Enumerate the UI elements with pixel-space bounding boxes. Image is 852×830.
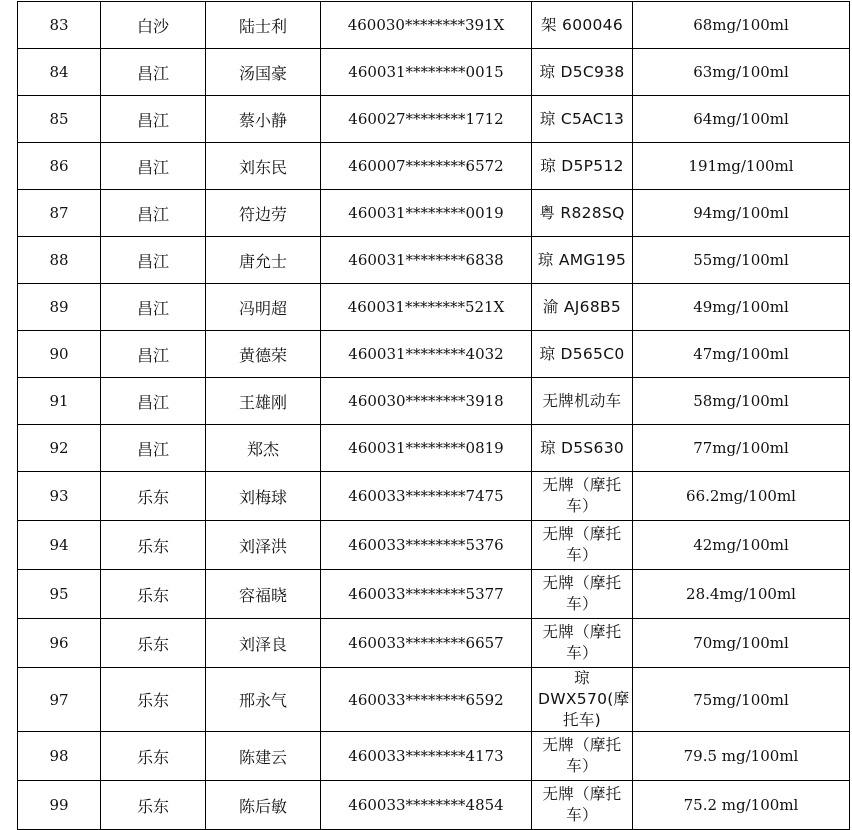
plate-number-cell: 无牌（摩托车）: [532, 570, 633, 619]
row-number-cell: 88: [18, 237, 101, 284]
plate-number-cell: 琼 D565C0: [532, 331, 633, 378]
row-number-cell: 91: [18, 378, 101, 425]
alcohol-level-cell: 64mg/100ml: [633, 96, 850, 143]
name-cell: 邢永气: [206, 668, 321, 732]
plate-number-cell: 无牌（摩托车）: [532, 732, 633, 781]
name-cell: 刘东民: [206, 143, 321, 190]
name-cell: 蔡小静: [206, 96, 321, 143]
id-number-cell: 460031********0015: [321, 49, 532, 96]
table-row: [18, 472, 850, 521]
name-cell: 陆士利: [206, 2, 321, 49]
name-cell: 黄德荣: [206, 331, 321, 378]
row-number-cell: 94: [18, 521, 101, 570]
id-number-cell: 460027********1712: [321, 96, 532, 143]
table-row: [18, 570, 850, 619]
alcohol-level-cell: 75.2 mg/100ml: [633, 781, 850, 830]
plate-number-cell: 琼 AMG195: [532, 237, 633, 284]
alcohol-level-cell: 70mg/100ml: [633, 619, 850, 668]
plate-number-cell: 琼 C5AC13: [532, 96, 633, 143]
row-number-cell: 97: [18, 668, 101, 732]
name-cell: 刘梅球: [206, 472, 321, 521]
region-cell: 昌江: [101, 425, 206, 472]
alcohol-level-cell: 58mg/100ml: [633, 378, 850, 425]
alcohol-level-cell: 75mg/100ml: [633, 668, 850, 732]
plate-number-cell: 架 600046: [532, 2, 633, 49]
name-cell: 陈后敏: [206, 781, 321, 830]
alcohol-level-cell: 94mg/100ml: [633, 190, 850, 237]
plate-number-cell: 无牌（摩托车）: [532, 619, 633, 668]
name-cell: 汤国豪: [206, 49, 321, 96]
table-row: [18, 237, 850, 284]
table-row: [18, 378, 850, 425]
id-number-cell: 460031********0019: [321, 190, 532, 237]
name-cell: 容福晓: [206, 570, 321, 619]
alcohol-level-cell: 28.4mg/100ml: [633, 570, 850, 619]
drunk-driving-records-table: [17, 1, 850, 830]
alcohol-level-cell: 42mg/100ml: [633, 521, 850, 570]
name-cell: 符边劳: [206, 190, 321, 237]
id-number-cell: 460030********3918: [321, 378, 532, 425]
name-cell: 陈建云: [206, 732, 321, 781]
region-cell: 昌江: [101, 284, 206, 331]
region-cell: 昌江: [101, 190, 206, 237]
region-cell: 乐东: [101, 781, 206, 830]
plate-number-cell: 琼 D5C938: [532, 49, 633, 96]
id-number-cell: 460033********6657: [321, 619, 532, 668]
region-cell: 乐东: [101, 570, 206, 619]
id-number-cell: 460033********7475: [321, 472, 532, 521]
row-number-cell: 83: [18, 2, 101, 49]
id-number-cell: 460031********4032: [321, 331, 532, 378]
table-row: [18, 49, 850, 96]
row-number-cell: 86: [18, 143, 101, 190]
table-row: [18, 732, 850, 781]
row-number-cell: 92: [18, 425, 101, 472]
alcohol-level-cell: 68mg/100ml: [633, 2, 850, 49]
plate-number-cell: 无牌（摩托车）: [532, 781, 633, 830]
plate-number-cell: 无牌机动车: [532, 378, 633, 425]
alcohol-level-cell: 49mg/100ml: [633, 284, 850, 331]
name-cell: 刘泽良: [206, 619, 321, 668]
row-number-cell: 96: [18, 619, 101, 668]
plate-number-cell: 琼 D5P512: [532, 143, 633, 190]
plate-number-cell: 琼 DWX570(摩托车): [532, 668, 633, 732]
id-number-cell: 460033********5377: [321, 570, 532, 619]
name-cell: 郑杰: [206, 425, 321, 472]
alcohol-level-cell: 63mg/100ml: [633, 49, 850, 96]
table-row: [18, 331, 850, 378]
row-number-cell: 87: [18, 190, 101, 237]
region-cell: 昌江: [101, 331, 206, 378]
table-row: [18, 2, 850, 49]
region-cell: 乐东: [101, 521, 206, 570]
region-cell: 昌江: [101, 49, 206, 96]
plate-number-cell: 无牌（摩托车）: [532, 521, 633, 570]
region-cell: 昌江: [101, 378, 206, 425]
table-row: [18, 96, 850, 143]
table-row: [18, 619, 850, 668]
region-cell: 乐东: [101, 619, 206, 668]
alcohol-level-cell: 66.2mg/100ml: [633, 472, 850, 521]
region-cell: 白沙: [101, 2, 206, 49]
name-cell: 王雄刚: [206, 378, 321, 425]
row-number-cell: 85: [18, 96, 101, 143]
table-row: [18, 781, 850, 830]
plate-number-cell: 琼 D5S630: [532, 425, 633, 472]
plate-number-cell: 无牌（摩托车）: [532, 472, 633, 521]
region-cell: 乐东: [101, 668, 206, 732]
name-cell: 刘泽洪: [206, 521, 321, 570]
region-cell: 乐东: [101, 732, 206, 781]
id-number-cell: 460033********4173: [321, 732, 532, 781]
plate-number-cell: 渝 AJ68B5: [532, 284, 633, 331]
id-number-cell: 460033********4854: [321, 781, 532, 830]
table-body: [18, 2, 850, 830]
row-number-cell: 95: [18, 570, 101, 619]
region-cell: 昌江: [101, 96, 206, 143]
id-number-cell: 460033********6592: [321, 668, 532, 732]
region-cell: 昌江: [101, 143, 206, 190]
alcohol-level-cell: 47mg/100ml: [633, 331, 850, 378]
id-number-cell: 460007********6572: [321, 143, 532, 190]
table-row: [18, 668, 850, 732]
alcohol-level-cell: 55mg/100ml: [633, 237, 850, 284]
id-number-cell: 460033********5376: [321, 521, 532, 570]
id-number-cell: 460031********521X: [321, 284, 532, 331]
row-number-cell: 84: [18, 49, 101, 96]
table-row: [18, 284, 850, 331]
row-number-cell: 90: [18, 331, 101, 378]
table-row: [18, 425, 850, 472]
region-cell: 乐东: [101, 472, 206, 521]
name-cell: 唐允士: [206, 237, 321, 284]
row-number-cell: 89: [18, 284, 101, 331]
table-row: [18, 190, 850, 237]
table-row: [18, 143, 850, 190]
region-cell: 昌江: [101, 237, 206, 284]
row-number-cell: 98: [18, 732, 101, 781]
alcohol-level-cell: 79.5 mg/100ml: [633, 732, 850, 781]
id-number-cell: 460031********6838: [321, 237, 532, 284]
row-number-cell: 99: [18, 781, 101, 830]
name-cell: 冯明超: [206, 284, 321, 331]
table-row: [18, 521, 850, 570]
id-number-cell: 460030********391X: [321, 2, 532, 49]
row-number-cell: 93: [18, 472, 101, 521]
alcohol-level-cell: 77mg/100ml: [633, 425, 850, 472]
plate-number-cell: 粤 R828SQ: [532, 190, 633, 237]
alcohol-level-cell: 191mg/100ml: [633, 143, 850, 190]
id-number-cell: 460031********0819: [321, 425, 532, 472]
